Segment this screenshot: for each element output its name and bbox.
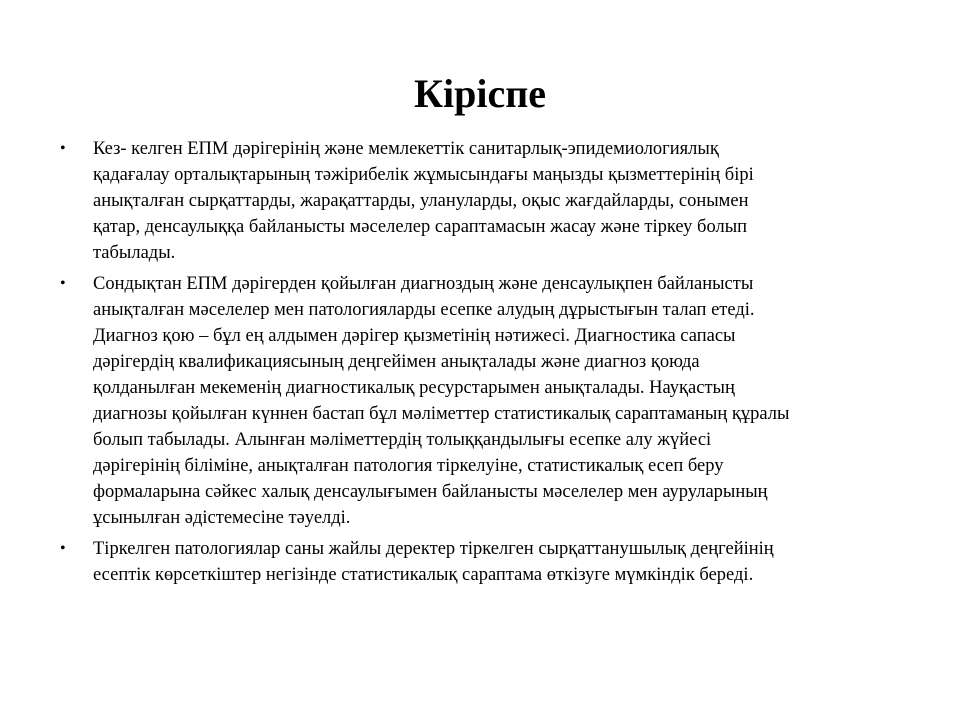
bullet-list bbox=[60, 136, 900, 593]
bullet-dot-icon: • bbox=[60, 540, 66, 557]
bullet-dot-icon: • bbox=[60, 275, 66, 292]
bullet-text: Сондықтан ЕПМ дәрігерден қойылған диагноздың және денсаулықпен байланысты анықталған мәселелер мен патологияларды есепке алудың дұрыстығын талап етеді. Диагноз қою – бұл ең алдымен дәрігер қызметінің нәтижесі. Диагностика сапасы дәрігердің квалификациясының деңгейімен анықталады және диагноз қоюда қолданылған мекеменің диагностикалық ресурстарымен анықталады. Науқастың диагнозы қойылған күннен бастап бұл мәліметтер статистикалық сараптаманың құралы болып табылады. Алынған мәліметтердің толыққандылығы есепке алу жүйесі дәрігерінің біліміне, анықталған патология тіркелуіне, статистикалық есеп беру формаларына сәйкес халық денсаулығымен байланысты мәселелер мен ауруларының ұсынылған әдістемесіне тәуелді. bbox=[93, 274, 790, 528]
bullet-item bbox=[60, 271, 900, 531]
bullet-dot-icon: • bbox=[60, 140, 66, 157]
bullet-item bbox=[60, 136, 900, 266]
bullet-text: Тіркелген патологиялар саны жайлы деректер тіркелген сырқаттанушылық деңгейінің есептік көрсеткіштер негізінде статистикалық сараптама өткізуге мүмкіндік береді. bbox=[93, 539, 774, 585]
bullet-item bbox=[60, 536, 900, 588]
slide-title: Кіріспе bbox=[413, 71, 547, 116]
bullet-text: Кез- келген ЕПМ дәрігерінің және мемлекеттік санитарлық-эпидемиологиялық қадағалау орталықтарының тәжірибелік жұмысындағы маңызды қызметтерінің бірі анықталған сырқаттарды, жарақаттарды, улануларды, оқыс жағдайларды, сонымен қатар, денсаулыққа байланысты мәселелер сараптамасын жасау және тіркеу болып табылады. bbox=[93, 139, 754, 263]
